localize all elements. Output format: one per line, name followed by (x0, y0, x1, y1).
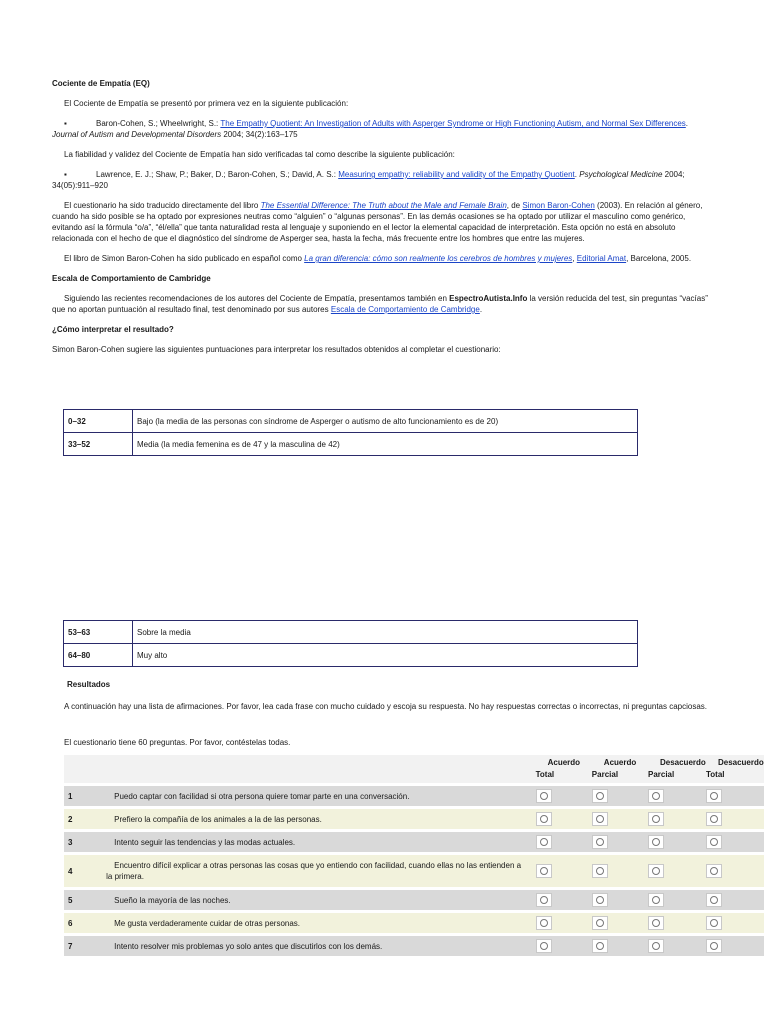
question-row: 3 Intento seguir las tendencias y las modas actuales. (64, 832, 764, 852)
radio-acuerdo-parcial[interactable] (592, 835, 608, 849)
cambridge-link[interactable]: Escala de Comportamiento de Cambridge (330, 305, 480, 314)
score-row: 33–52 Media (la media femenina es de 47 y la masculina de 42) (64, 433, 638, 456)
radio-acuerdo-total[interactable] (536, 864, 552, 878)
eq-translation-paragraph: El cuestionario ha sido traducido directamente del libro The Essential Difference: The Truth about the Male and Female Brain, de Simon Baron-Cohen (2003). En relación al género, cuando ha sido posible se ha optado por expresiones neutras como “alguien” o “algunas personas”. En las demás ocasiones se ha optado por utilizar el masculino como genérico, evitando así la fórmula “o/a”, “él/ella” que tanta naturalidad resta al lenguaje y suponiendo en el lector la elemental capacidad de interpretación. Esta opción no está en absoluto relacionada con el hecho de que el diagnóstico del síndrome de Asperger sea, hasta la fecha, más frecuente entre los hombres que entre las mujeres. (52, 201, 703, 243)
publisher-link[interactable]: Editorial Amat (576, 254, 627, 263)
radio-acuerdo-total[interactable] (536, 893, 552, 907)
results-instructions: A continuación hay una lista de afirmaciones. Por favor, lea cada frase con mucho cuidado y escoja su respuesta. No hay respuestas correctas o incorrectas, ni preguntas capciosas. (64, 702, 708, 711)
radio-desacuerdo-parcial[interactable] (648, 939, 664, 953)
author-link[interactable]: Simon Baron-Cohen (522, 201, 595, 210)
questionnaire-header (64, 755, 764, 783)
spanish-book-link[interactable]: La gran diferencia: cómo son realmente los cerebros de hombres y mujeres (304, 254, 573, 263)
radio-acuerdo-total[interactable] (536, 835, 552, 849)
bullet-icon: ▪ (64, 119, 67, 128)
question-row: 2 Prefiero la compañía de los animales a la de las personas. (64, 809, 764, 829)
radio-desacuerdo-parcial[interactable] (648, 812, 664, 826)
cambridge-title: Escala de Comportamiento de Cambridge (52, 274, 211, 283)
col-header: Acuerdo Parcial (592, 755, 648, 783)
cambridge-paragraph: Siguiendo las recientes recomendaciones de los autores del Cociente de Empatía, presentamos también en EspectroAutista.Info la versión reducida del test, sin preguntas “vacías” que no aportan puntuación al resultado final, test denominado por sus autores Escala de Comportamiento de Cambridge. (52, 294, 708, 314)
questionnaire-table (64, 752, 764, 959)
interpret-intro: Simon Baron-Cohen sugiere las siguientes puntuaciones para interpretar los resultados obtenidos al completar el cuestionario: (52, 345, 501, 354)
radio-acuerdo-total[interactable] (536, 939, 552, 953)
radio-acuerdo-parcial[interactable] (592, 916, 608, 930)
radio-acuerdo-total[interactable] (536, 812, 552, 826)
ref1-link[interactable]: The Empathy Quotient: An Investigation of Adults with Asperger Syndrome or High Functioning Autism, and Normal Sex Differences (220, 119, 686, 128)
interpret-title: ¿Cómo interpretar el resultado? (52, 325, 174, 334)
score-table-bottom (63, 620, 638, 667)
reference-2: ▪ Lawrence, E. J.; Shaw, P.; Baker, D.; Baron-Cohen, S.; David, A. S.: Measuring empathy: reliability and validity of the Empathy Quotient. Psychological Medicine 2004; 34(05):911–920 (52, 170, 685, 190)
book-link[interactable]: The Essential Difference: The Truth about the Male and Female Brain (260, 201, 507, 210)
eq-reliability: La fiabilidad y validez del Cociente de Empatía han sido verificadas tal como describe la siguiente publicación: (64, 150, 455, 159)
radio-desacuerdo-total[interactable] (706, 835, 722, 849)
radio-acuerdo-parcial[interactable] (592, 789, 608, 803)
radio-desacuerdo-total[interactable] (706, 893, 722, 907)
radio-desacuerdo-parcial[interactable] (648, 835, 664, 849)
eq-spanish-edition: El libro de Simon Baron-Cohen ha sido publicado en español como La gran diferencia: cómo son realmente los cerebros de hombres y mujeres, Editorial Amat, Barcelona, 2005. (64, 254, 692, 263)
radio-desacuerdo-parcial[interactable] (648, 916, 664, 930)
radio-acuerdo-parcial[interactable] (592, 939, 608, 953)
question-row: 7 Intento resolver mis problemas yo solo antes que discutirlos con los demás. (64, 936, 764, 956)
score-row: 53–63 Sobre la media (64, 621, 638, 644)
results-title: Resultados (67, 680, 111, 689)
question-row: 6 Me gusta verdaderamente cuidar de otras personas. (64, 913, 764, 933)
col-header: Desacuerdo Parcial (648, 755, 706, 783)
radio-acuerdo-total[interactable] (536, 789, 552, 803)
question-row: 5 Sueño la mayoría de las noches. (64, 890, 764, 910)
results-count: El cuestionario tiene 60 preguntas. Por favor, contéstelas todas. (64, 738, 291, 747)
radio-desacuerdo-parcial[interactable] (648, 893, 664, 907)
score-row: 64–80 Muy alto (64, 644, 638, 667)
score-row: 0–32 Bajo (la media de las personas con síndrome de Asperger o autismo de alto funcionamiento es de 20) (64, 410, 638, 433)
radio-acuerdo-parcial[interactable] (592, 864, 608, 878)
radio-desacuerdo-total[interactable] (706, 789, 722, 803)
radio-acuerdo-parcial[interactable] (592, 893, 608, 907)
radio-desacuerdo-total[interactable] (706, 939, 722, 953)
eq-intro: El Cociente de Empatía se presentó por primera vez en la siguiente publicación: (64, 99, 349, 108)
bullet-icon: ▪ (64, 170, 67, 179)
eq-title: Cociente de Empatía (EQ) (52, 79, 150, 88)
ref2-link[interactable]: Measuring empathy: reliability and validity of the Empathy Quotient (338, 170, 575, 179)
col-header: Desacuerdo Total (706, 755, 764, 783)
radio-acuerdo-total[interactable] (536, 916, 552, 930)
radio-desacuerdo-total[interactable] (706, 812, 722, 826)
radio-desacuerdo-parcial[interactable] (648, 789, 664, 803)
reference-1: ▪ Baron-Cohen, S.; Wheelwright, S.: The Empathy Quotient: An Investigation of Adults with Asperger Syndrome or High Functioning Autism, and Normal Sex Differences. Journal of Autism and Developmental Disorders 2004; 34(2):163–175 (52, 119, 689, 139)
radio-acuerdo-parcial[interactable] (592, 812, 608, 826)
radio-desacuerdo-total[interactable] (706, 864, 722, 878)
radio-desacuerdo-total[interactable] (706, 916, 722, 930)
radio-desacuerdo-parcial[interactable] (648, 864, 664, 878)
question-row: 4 Encuentro difícil explicar a otras personas las cosas que yo entiendo con facilidad, cuando ellas no las entienden a la primera. (64, 855, 764, 887)
col-header: Acuerdo Total (536, 755, 592, 783)
question-row: 1 Puedo captar con facilidad si otra persona quiere tomar parte en una conversación. (64, 786, 764, 806)
score-table-top (63, 409, 638, 456)
